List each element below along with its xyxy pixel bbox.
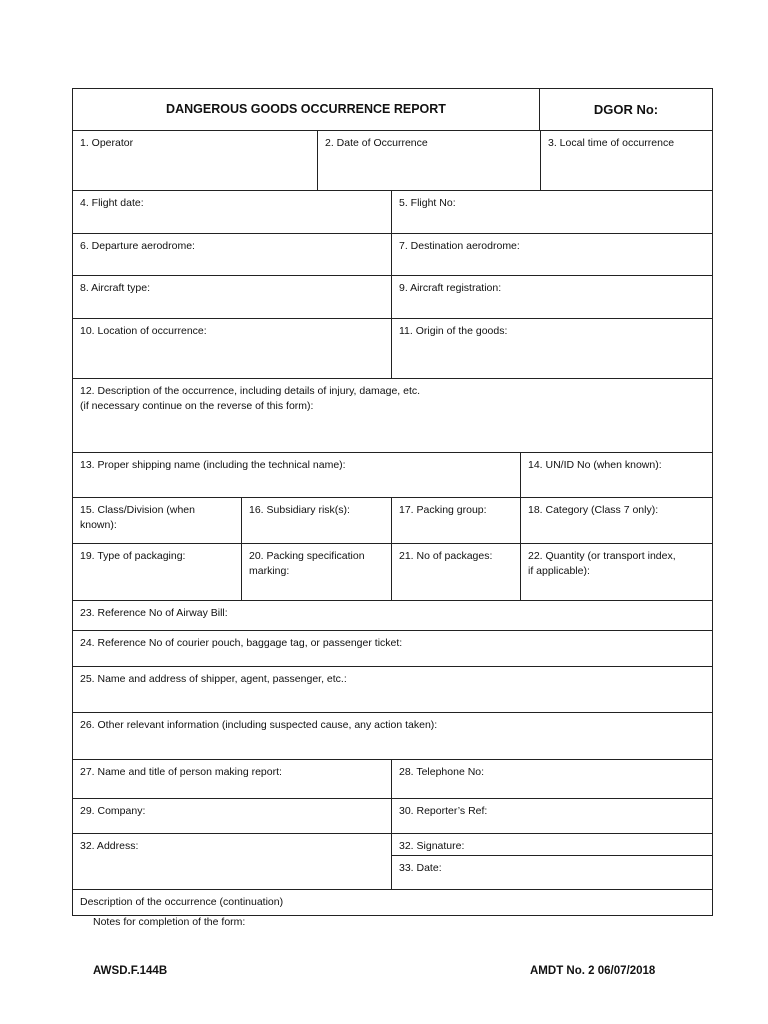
packing-group-field[interactable] bbox=[392, 498, 521, 544]
class-division-label-line1: 15. Class/Division (when bbox=[80, 504, 195, 516]
description-label-line2: (if necessary continue on the reverse of this form): bbox=[80, 400, 314, 412]
continuation-label: Description of the occurrence (continuation) bbox=[80, 896, 284, 908]
subsidiary-risks-label: 16. Subsidiary risk(s): bbox=[249, 504, 350, 516]
reporter-name-title-label: 27. Name and title of person making report: bbox=[80, 766, 282, 778]
proper-shipping-name-field[interactable] bbox=[73, 453, 521, 498]
flight-number-field[interactable] bbox=[392, 191, 712, 234]
local-time-field[interactable] bbox=[541, 131, 712, 191]
quantity-field[interactable] bbox=[521, 544, 712, 601]
class-division-label-line2: known): bbox=[80, 519, 117, 531]
telephone-label: 28. Telephone No: bbox=[399, 766, 485, 778]
amendment-info: AMDT No. 2 06/07/2018 bbox=[530, 965, 656, 977]
origin-of-goods-field[interactable] bbox=[392, 319, 712, 379]
telephone-field[interactable] bbox=[392, 760, 712, 799]
date-of-occurrence-label: 2. Date of Occurrence bbox=[325, 137, 428, 149]
destination-aerodrome-field[interactable] bbox=[392, 234, 712, 276]
date-of-occurrence-field[interactable] bbox=[318, 131, 541, 191]
proper-shipping-name-label: 13. Proper shipping name (including the technical name): bbox=[80, 459, 346, 471]
number-of-packages-field[interactable] bbox=[392, 544, 521, 601]
destination-aerodrome-label: 7. Destination aerodrome: bbox=[399, 240, 520, 252]
date-field[interactable] bbox=[392, 856, 712, 890]
departure-aerodrome-field[interactable] bbox=[73, 234, 392, 276]
flight-date-field[interactable] bbox=[73, 191, 392, 234]
date-label: 33. Date: bbox=[399, 862, 442, 874]
origin-of-goods-label: 11. Origin of the goods: bbox=[399, 325, 508, 337]
operator-label: 1. Operator bbox=[80, 137, 134, 149]
subsidiary-risks-field[interactable] bbox=[242, 498, 392, 544]
aircraft-registration-field[interactable] bbox=[392, 276, 712, 319]
category-field[interactable] bbox=[521, 498, 712, 544]
company-label: 29. Company: bbox=[80, 805, 146, 817]
un-id-number-field[interactable] bbox=[521, 453, 712, 498]
packing-specification-field[interactable] bbox=[242, 544, 392, 601]
form-code: AWSD.F.144B bbox=[93, 965, 168, 977]
completion-notes: Notes for completion of the form: bbox=[93, 916, 246, 928]
location-of-occurrence-field[interactable] bbox=[73, 319, 392, 379]
reporter-reference-field[interactable] bbox=[392, 799, 712, 834]
quantity-label-line1: 22. Quantity (or transport index, bbox=[528, 550, 676, 562]
other-information-label: 26. Other relevant information (including suspected cause, any action taken): bbox=[80, 719, 438, 731]
aircraft-registration-label: 9. Aircraft registration: bbox=[399, 282, 502, 294]
address-field[interactable] bbox=[73, 834, 392, 890]
other-information-field[interactable] bbox=[73, 713, 712, 760]
flight-number-label: 5. Flight No: bbox=[399, 197, 456, 209]
shipper-name-address-label: 25. Name and address of shipper, agent, passenger, etc.: bbox=[80, 673, 347, 685]
operator-field[interactable] bbox=[73, 131, 318, 191]
company-field[interactable] bbox=[73, 799, 392, 834]
quantity-label-line2: if applicable): bbox=[528, 565, 590, 577]
reporter-reference-label: 30. Reporter’s Ref: bbox=[399, 805, 488, 817]
dgor-number-field[interactable]: DGOR No: bbox=[540, 89, 712, 131]
flight-date-label: 4. Flight date: bbox=[80, 197, 144, 209]
number-of-packages-label: 21. No of packages: bbox=[399, 550, 493, 562]
packing-specification-label-line1: 20. Packing specification bbox=[249, 550, 365, 562]
courier-reference-field[interactable] bbox=[73, 631, 712, 667]
type-of-packaging-field[interactable] bbox=[73, 544, 242, 601]
shipper-name-address-field[interactable] bbox=[73, 667, 712, 713]
local-time-label: 3. Local time of occurrence bbox=[548, 137, 675, 149]
courier-reference-label: 24. Reference No of courier pouch, baggage tag, or passenger ticket: bbox=[80, 637, 403, 649]
type-of-packaging-label: 19. Type of packaging: bbox=[80, 550, 186, 562]
aircraft-type-label: 8. Aircraft type: bbox=[80, 282, 151, 294]
reporter-name-title-field[interactable] bbox=[73, 760, 392, 799]
location-of-occurrence-label: 10. Location of occurrence: bbox=[80, 325, 207, 337]
airway-bill-field[interactable] bbox=[73, 601, 712, 631]
occurrence-report-form bbox=[72, 88, 713, 916]
packing-specification-label-line2: marking: bbox=[249, 565, 290, 577]
category-label: 18. Category (Class 7 only): bbox=[528, 504, 659, 516]
departure-aerodrome-label: 6. Departure aerodrome: bbox=[80, 240, 195, 252]
description-label-line1: 12. Description of the occurrence, including details of injury, damage, etc. bbox=[80, 385, 421, 397]
airway-bill-label: 23. Reference No of Airway Bill: bbox=[80, 607, 228, 619]
class-division-field[interactable] bbox=[73, 498, 242, 544]
continuation-field[interactable] bbox=[73, 890, 712, 915]
signature-field[interactable] bbox=[392, 834, 712, 856]
packing-group-label: 17. Packing group: bbox=[399, 504, 487, 516]
description-of-occurrence-field[interactable] bbox=[73, 379, 712, 453]
signature-label: 32. Signature: bbox=[399, 840, 465, 852]
un-id-number-label: 14. UN/ID No (when known): bbox=[528, 459, 662, 471]
form-title: DANGEROUS GOODS OCCURRENCE REPORT bbox=[73, 89, 540, 131]
aircraft-type-field[interactable] bbox=[73, 276, 392, 319]
address-label: 32. Address: bbox=[80, 840, 139, 852]
